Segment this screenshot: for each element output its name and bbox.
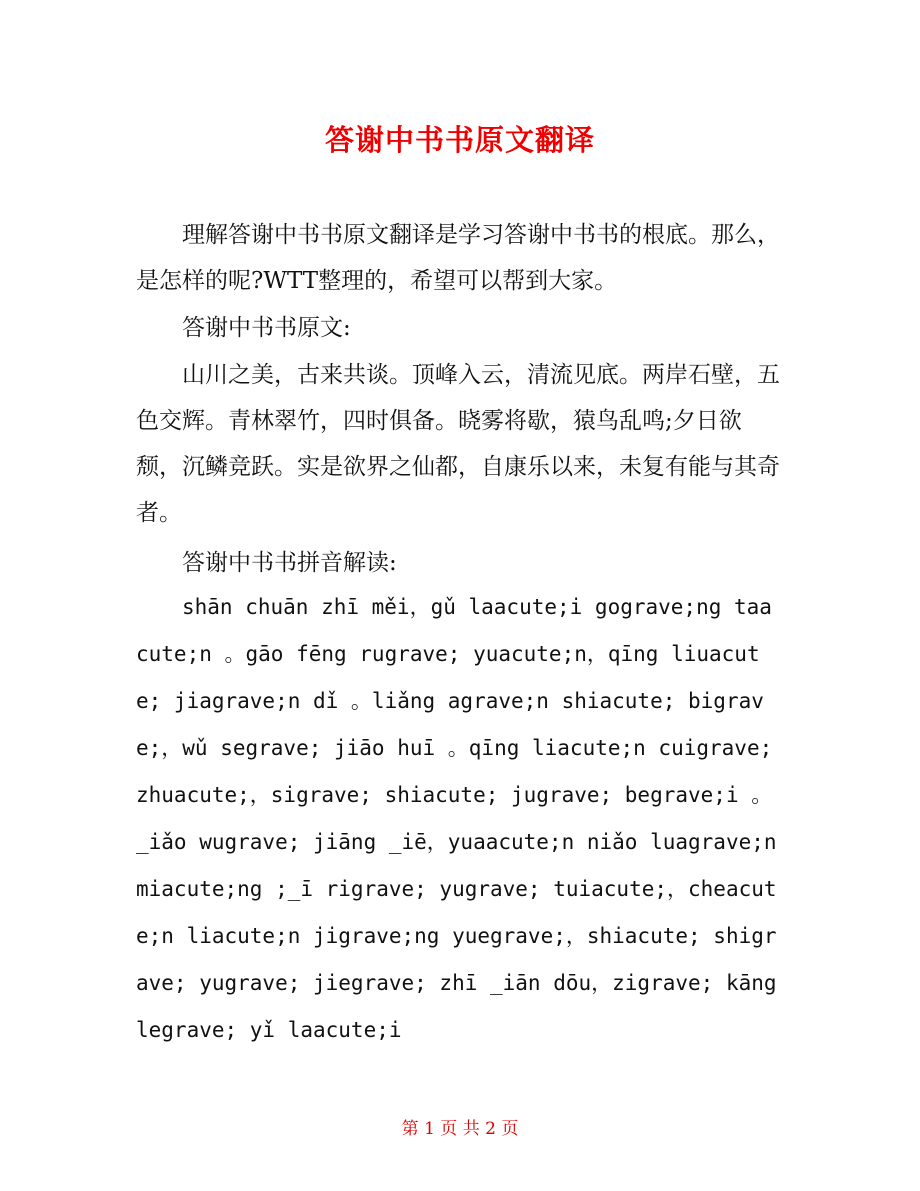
- page-footer: 第 1 页 共 2 页: [401, 1119, 519, 1139]
- document-title: 答谢中书书原文翻译: [324, 123, 595, 157]
- original-text-label: 答谢中书书原文:: [182, 315, 351, 341]
- intro-paragraph: 理解答谢中书书原文翻译是学习答谢中书书的根底。那么，是怎样的呢?WTT整理的，希望可以帮到大家。: [136, 222, 780, 294]
- original-text-paragraph: 山川之美，古来共谈。顶峰入云，清流见底。两岸石壁，五色交辉。青林翠竹，四时俱备。晓雾将歇，猿鸟乱鸣;夕日欲颓，沉鳞竞跃。实是欲界之仙都，自康乐以来，未复有能与其奇者。: [136, 362, 780, 526]
- pinyin-paragraph: shān chuān zhī měi，gǔ laacute;i gograve;ng taacute;n 。gāo fēng rugrave; yuacute;n，qīng liuacute; jiagrave;n dǐ 。liǎng agrave;n shiacute; bigrave;，wǔ segrave; jiāo huī 。qīng liacute;n cuigrave; zhuacute;，sigrave; shiacute; jugrave; begrave;i 。_iǎo wugrave; jiāng _iē，yuaacute;n niǎo luagrave;n miacute;ng ;_ī rigrave; yugrave; tuiacute;，cheacute;n liacute;n jigrave;ng yuegrave;，shiacute; shigrave; yugrave; jiegrave; zhī _iān dōu，zigrave; kāng legrave; yǐ laacute;i: [136, 595, 777, 1042]
- pinyin-label: 答谢中书书拼音解读:: [182, 550, 397, 576]
